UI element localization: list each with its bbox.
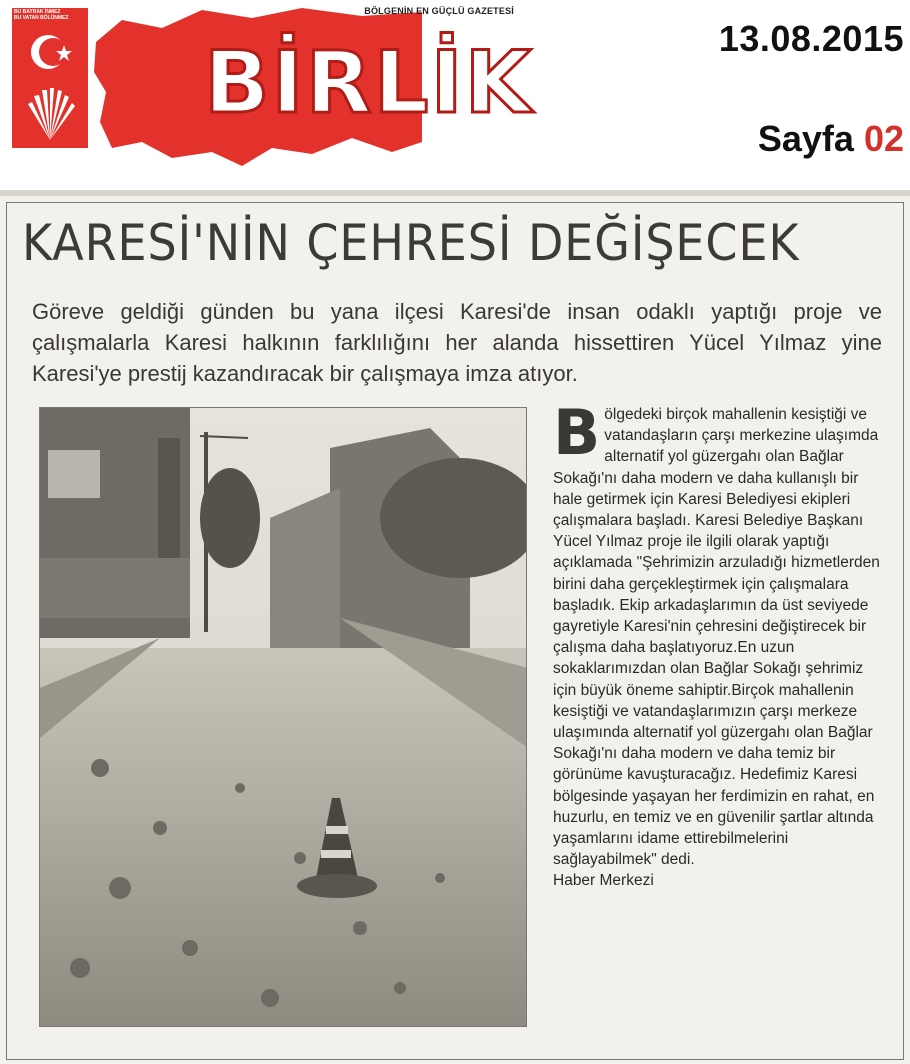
street-works-photo <box>39 407 527 1027</box>
road-construction-image <box>40 408 527 1027</box>
article-body-text: ölgedeki birçok mahallenin kesiştiği ve vatandaşların çarşı merkezine ulaşımda alternatif yol güzergahı olan Bağlar Sokağı'nı daha modern ve daha kullanışlı bir hale getirmek için Karesi Belediyesi ekipleri çalışmalara başladı. Karesi Belediye Başkanı Yücel Yılmaz proje ile ilgili olarak yaptığı açıklamada "Şehrimizin arzuladığı hizmetlerden birini daha gerçekleştirmek için çalışmalara başladık. Ekip arkadaşlarımın da üst seviyede gayretiyle Karesi'nin çehresini değiştirecek bir çalışma daha başlatıyoruz.En uzun sokaklarımızdan olan Bağlar Sokağı şehrimiz için büyük öneme sahiptir.Birçok mahallenin kesiştiği ve vatandaşlarımızın çarşı merkeze ulaşımında alternatif yol güzergahı olan Bağlar Sokağı'nı daha modern ve daha temiz bir görünüme kavuşturacağız. Hedefimiz Karesi bölgesinde yaşayan her ferdimizin en rahat, en huzurlu, en temiz ve en güvenilir şartlar altında yaşamlarını idame ettirebilmelerini sağlayabilmek" dedi. <box>553 406 880 869</box>
page-number: 02 <box>863 118 904 159</box>
page-label: Sayfa <box>757 118 854 159</box>
newspaper-emblem <box>12 8 88 148</box>
article-dropcap: B <box>553 396 601 469</box>
crescent-star-icon <box>12 8 88 148</box>
article-headline: KARESİ'NİN ÇEHRESİ DEĞİŞECEK <box>22 214 800 272</box>
article-lede: Göreve geldiği günden bu yana ilçesi Karesi'de insan odaklı yaptığı proje ve çalışmalarla Karesi halkının farklılığını her alanda hissettiren Yücel Yılmaz yine Karesi'ye prestij kazandıracak bir çalışmaya imza atıyor. <box>32 299 882 386</box>
newspaper-logo: BİRLİK <box>204 33 534 133</box>
emblem-motto-1: BU BAYRAK İNMEZ <box>14 9 61 15</box>
masthead-tagline: BÖLGENİN EN GÜÇLÜ GAZETESİ <box>364 6 514 16</box>
article-clipping <box>0 190 910 1064</box>
article-byline: Haber Merkezi <box>553 872 654 890</box>
article-body <box>553 396 888 892</box>
issue-date: 13.08.2015 <box>718 18 904 59</box>
page-indicator <box>758 118 904 160</box>
logo-area <box>92 2 534 172</box>
masthead <box>0 0 910 185</box>
emblem-motto-2: BU VATAN BÖLÜNMEZ <box>14 15 69 21</box>
